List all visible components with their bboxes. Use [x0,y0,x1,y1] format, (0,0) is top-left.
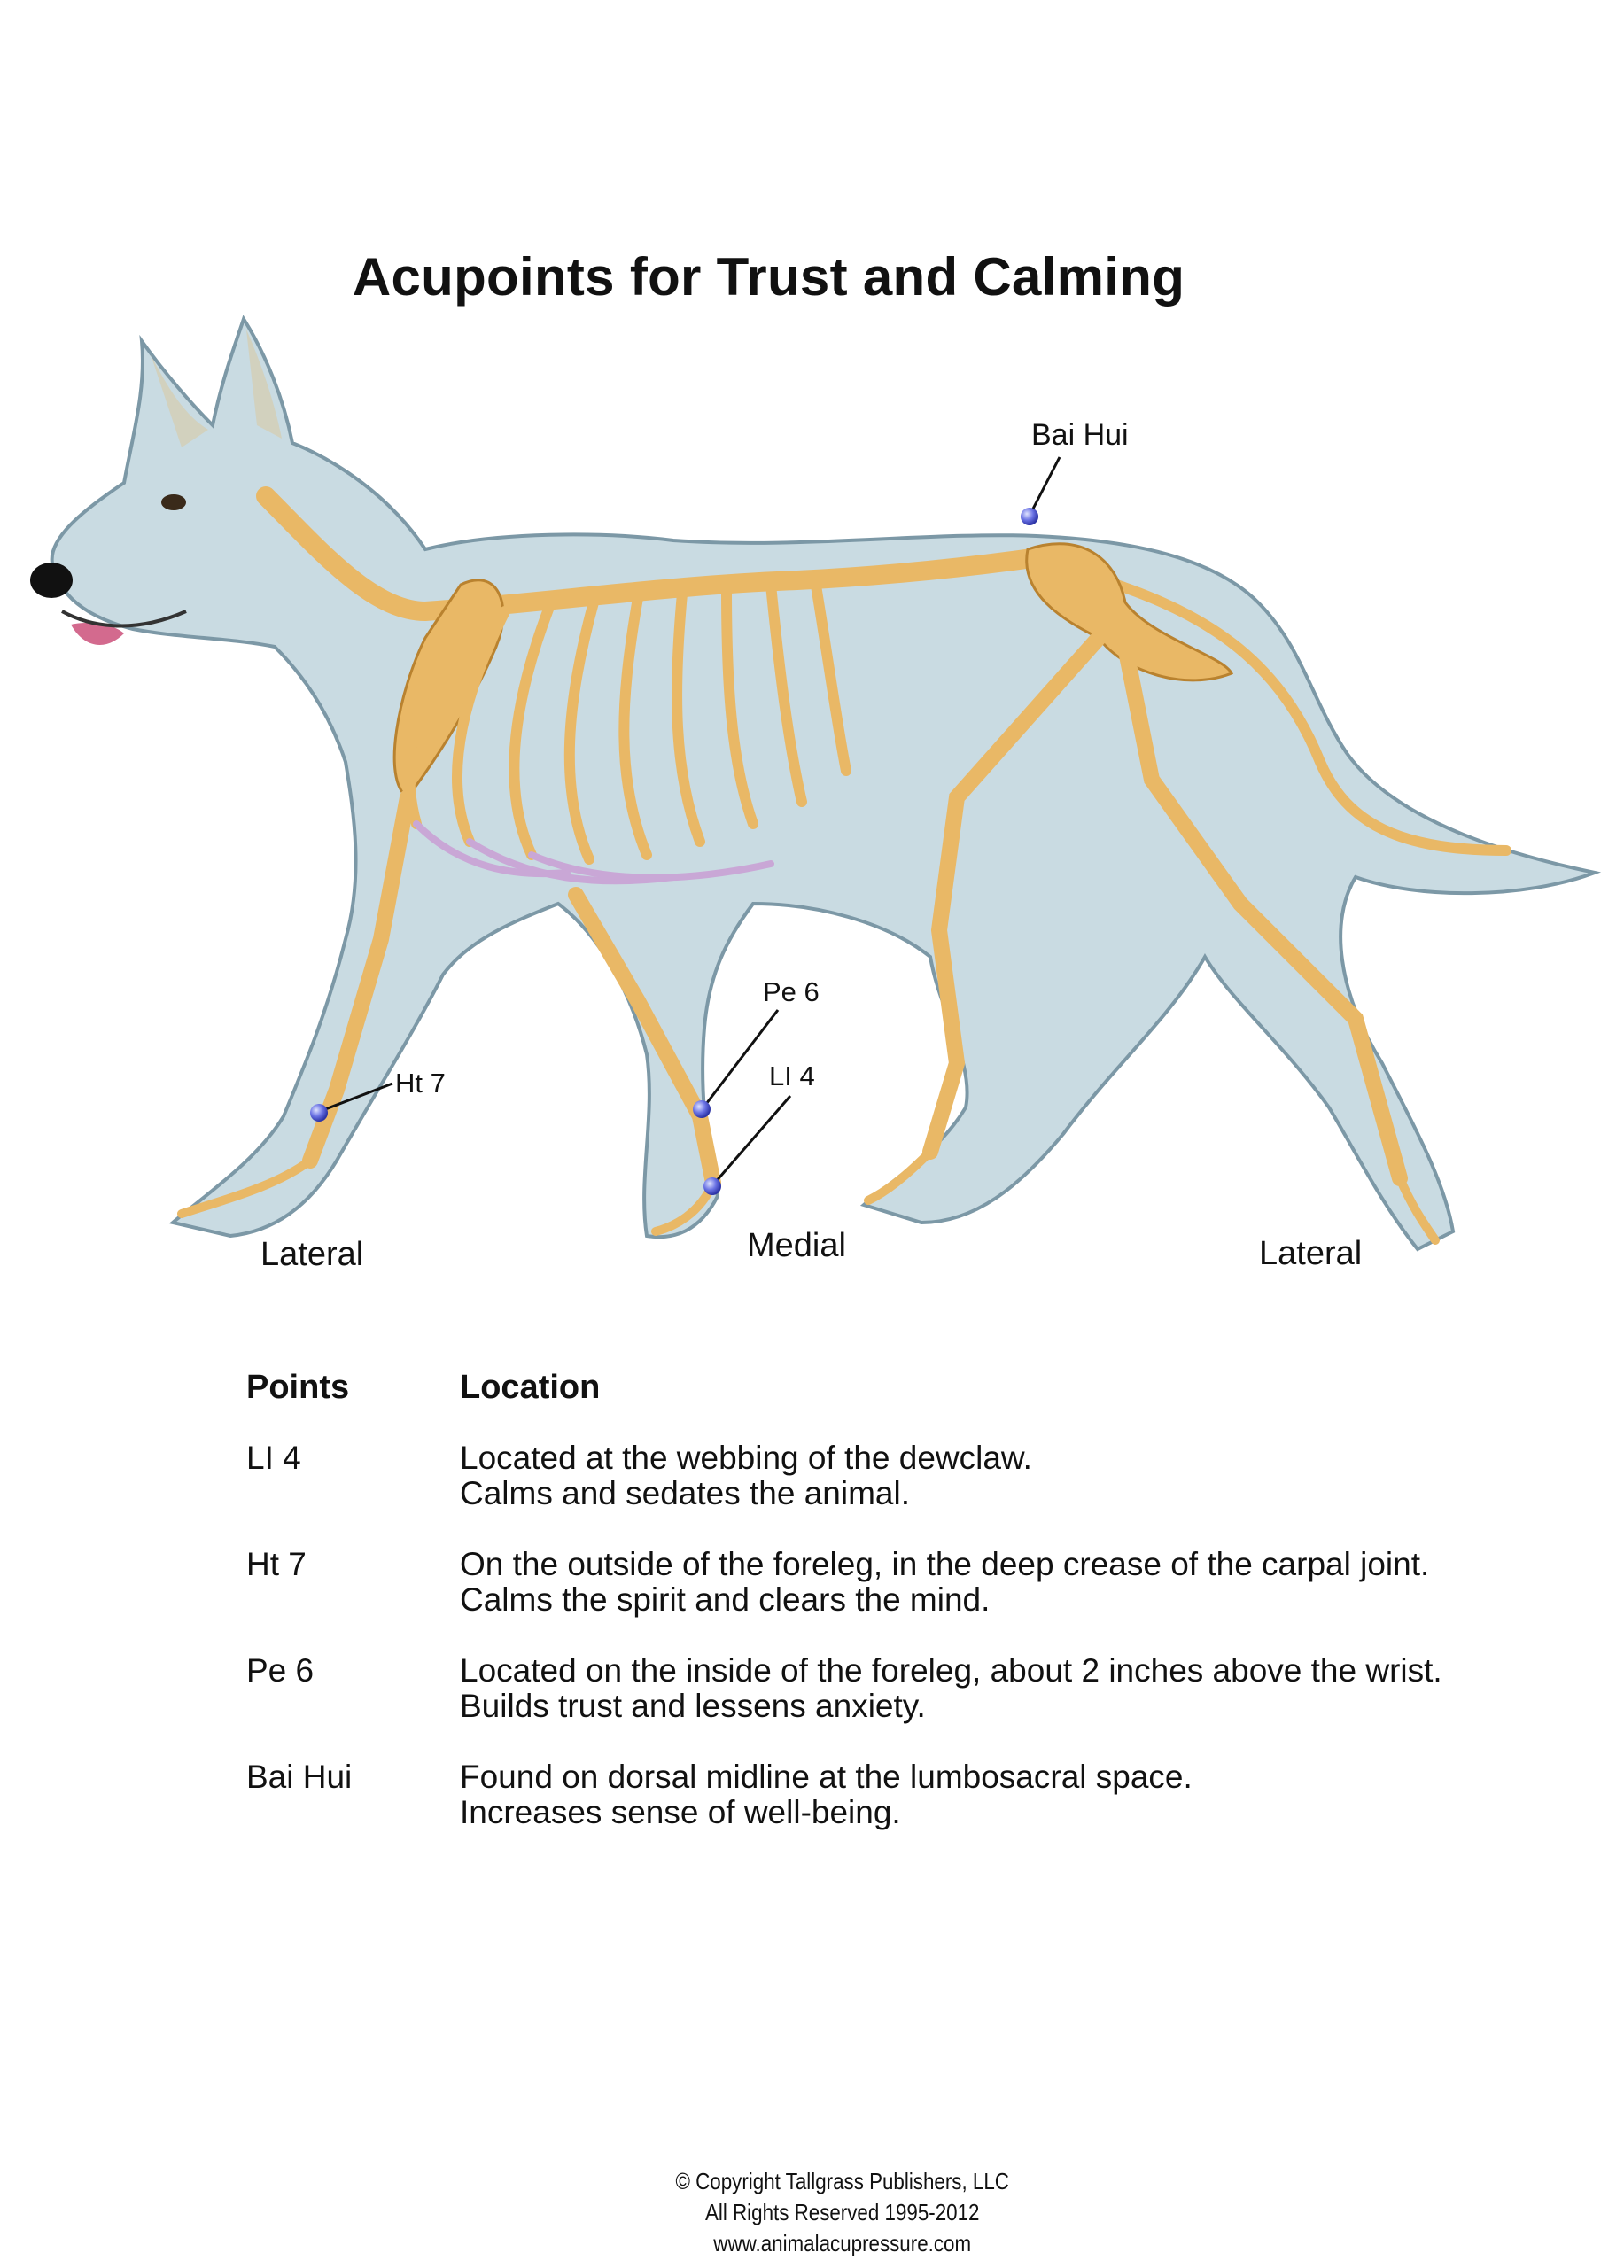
view-label-left: Lateral [260,1236,364,1273]
li4-label: LI 4 [769,1060,815,1091]
point-location [460,1547,1531,1618]
acupoint-bai-hui [1021,418,1129,525]
website-link[interactable]: www.animalacupressure.com [713,2230,972,2256]
point-name: Ht 7 [246,1546,307,1582]
table-row [246,1547,1531,1618]
dog-skeleton-illustration [0,301,1624,1302]
bai-hui-label: Bai Hui [1031,418,1129,452]
table-row [246,1441,1531,1511]
copyright-line: © Copyright Tallgrass Publishers, LLC [675,2168,1009,2194]
copyright-notice [119,2166,1566,2259]
effect-line: Increases sense of well-being. [460,1794,901,1830]
rights-line: All Rights Reserved 1995-2012 [704,2199,980,2225]
acupoint-marker [1021,508,1038,525]
acupoint-pe6 [693,976,820,1118]
location-line: Found on dorsal midline at the lumbosacral space. [460,1759,1193,1795]
table-header [246,1369,1531,1407]
point-name: LI 4 [246,1440,301,1476]
acupoint-marker [703,1177,721,1195]
point-location [460,1759,1531,1830]
point-name: Bai Hui [246,1759,353,1795]
view-label-center: Medial [747,1227,846,1264]
point-location [460,1441,1531,1511]
dog-body [30,319,1595,1249]
effect-line: Calms and sedates the animal. [460,1475,910,1511]
dog-eye [161,494,186,510]
view-label-right: Lateral [1259,1235,1363,1272]
header-points: Points [246,1369,350,1406]
dog-nose [30,563,73,598]
pe6-label: Pe 6 [763,976,820,1007]
table-row [246,1759,1531,1830]
effect-line: Builds trust and lessens anxiety. [460,1688,926,1724]
page-title: Acupoints for Trust and Calming [352,247,1185,307]
table-row [246,1653,1531,1724]
acupoint-marker [693,1100,711,1118]
point-name: Pe 6 [246,1652,315,1689]
location-line: On the outside of the foreleg, in the deep crease of the carpal joint. [460,1546,1430,1582]
effect-line: Calms the spirit and clears the mind. [460,1581,991,1618]
acupoint-li4 [703,1060,815,1195]
acupoint-marker [310,1104,328,1122]
header-location: Location [460,1369,601,1406]
location-line: Located at the webbing of the dewclaw. [460,1440,1032,1476]
acupoint-table [246,1369,1531,1866]
point-location [460,1653,1531,1724]
location-line: Located on the inside of the foreleg, about 2 inches above the wrist. [460,1652,1442,1689]
ht7-label: Ht 7 [395,1068,446,1099]
